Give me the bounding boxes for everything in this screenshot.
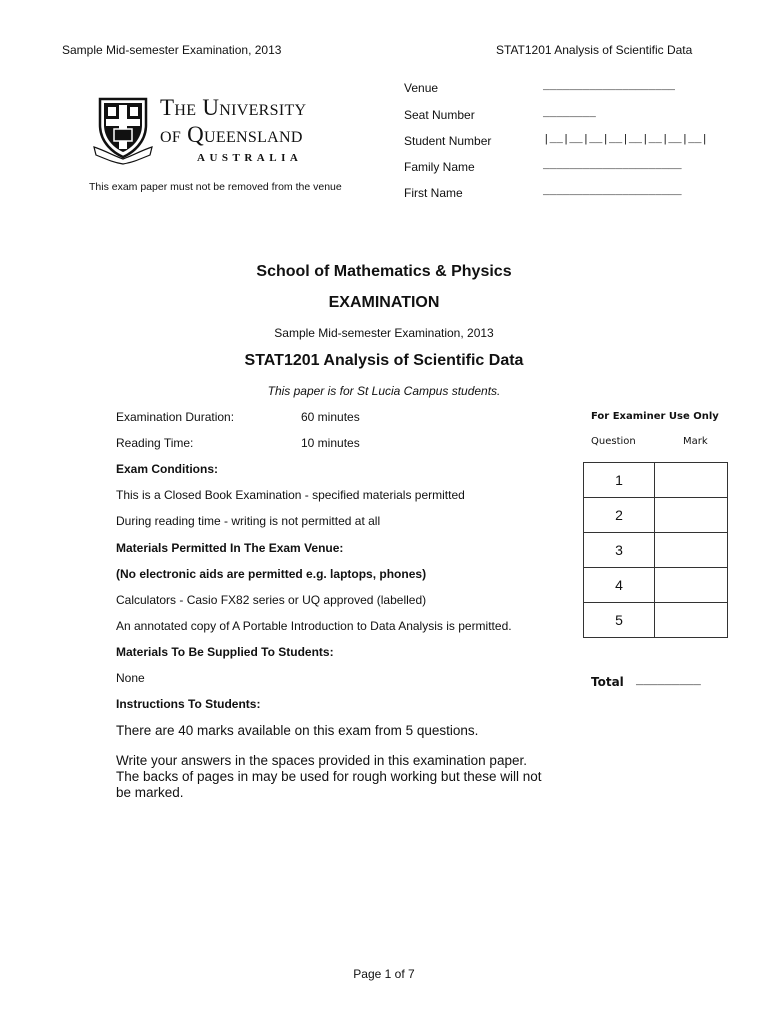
instructions-heading: Instructions To Students: (116, 697, 261, 711)
condition-1: This is a Closed Book Examination - specified materials permitted (116, 488, 465, 502)
conditions-heading: Exam Conditions: (116, 462, 219, 476)
exam-title: EXAMINATION (328, 294, 440, 311)
seat-row (404, 108, 704, 128)
instruction-2 (116, 753, 542, 801)
table-row (584, 498, 728, 533)
table-row (584, 533, 728, 568)
university-name-line1: The University (160, 95, 307, 120)
family-name-row (404, 160, 704, 180)
question-number: 3 (584, 533, 655, 568)
university-name-line2: of Queensland (160, 122, 303, 147)
question-number: 1 (584, 463, 655, 498)
mark-cell[interactable] (655, 498, 728, 533)
student-number-field[interactable]: |__|__|__|__|__|__|__|__| (543, 134, 709, 146)
reading-label: Reading Time: (116, 436, 194, 450)
question-column-label: Question (591, 436, 636, 447)
header-left: Sample Mid-semester Examination, 2013 (62, 43, 282, 57)
materials-1: Calculators - Casio FX82 series or UQ approved (labelled) (116, 593, 427, 607)
condition-2: During reading time - writing is not permitted at all (116, 514, 381, 528)
mark-cell[interactable] (655, 463, 728, 498)
question-number: 5 (584, 603, 655, 638)
university-name (160, 94, 306, 148)
total-field[interactable]: _________ (636, 674, 701, 688)
venue-label: Venue (404, 81, 439, 95)
instruction-2-line-1: Write your answers in the spaces provided in this examination paper. (116, 753, 527, 768)
marks-table (583, 462, 728, 638)
supplied-heading: Materials To Be Supplied To Students: (116, 645, 334, 659)
family-name-label: Family Name (404, 160, 475, 174)
instruction-2-line-3: be marked. (116, 785, 184, 800)
examiner-heading: For Examiner Use Only (591, 411, 719, 422)
mark-cell[interactable] (655, 568, 728, 603)
reading-value: 10 minutes (301, 436, 360, 450)
removal-notice: This exam paper must not be removed from the venue (89, 181, 342, 193)
duration-value: 60 minutes (301, 410, 360, 424)
mark-column-label: Mark (683, 436, 708, 447)
family-name-field[interactable]: _____________________ (543, 160, 682, 172)
student-number-row (404, 134, 709, 154)
campus-note: This paper is for St Lucia Campus students. (267, 384, 501, 398)
first-name-field[interactable]: _____________________ (543, 186, 682, 198)
page-number: Page 1 of 7 (353, 967, 415, 981)
total-label: Total (591, 675, 624, 689)
materials-heading: Materials Permitted In The Exam Venue: (116, 541, 344, 555)
supplied-value: None (116, 671, 145, 685)
venue-row (404, 81, 704, 101)
instruction-2-line-2: The backs of pages in may be used for rough working but these will not (116, 769, 542, 784)
school-title: School of Mathematics & Physics (256, 263, 512, 280)
duration-label: Examination Duration: (116, 410, 235, 424)
header-right: STAT1201 Analysis of Scientific Data (496, 43, 693, 57)
seat-field[interactable]: ________ (543, 108, 596, 120)
seat-label: Seat Number (404, 108, 475, 122)
mark-cell[interactable] (655, 603, 728, 638)
exam-subtitle: Sample Mid-semester Examination, 2013 (274, 326, 494, 340)
table-row (584, 568, 728, 603)
question-number: 2 (584, 498, 655, 533)
instruction-1: There are 40 marks available on this exam from 5 questions. (116, 723, 479, 738)
mark-cell[interactable] (655, 533, 728, 568)
university-country: AUSTRALIA (197, 152, 303, 164)
student-number-label: Student Number (404, 134, 492, 148)
table-row (584, 603, 728, 638)
first-name-label: First Name (404, 186, 463, 200)
question-number: 4 (584, 568, 655, 603)
materials-2: An annotated copy of A Portable Introduction to Data Analysis is permitted. (116, 619, 512, 633)
venue-field[interactable]: ____________________ (543, 81, 676, 93)
course-title: STAT1201 Analysis of Scientific Data (244, 352, 524, 369)
materials-note: (No electronic aids are permitted e.g. laptops, phones) (116, 567, 427, 581)
table-row (584, 463, 728, 498)
first-name-row (404, 186, 704, 206)
crest-icon (92, 95, 154, 165)
